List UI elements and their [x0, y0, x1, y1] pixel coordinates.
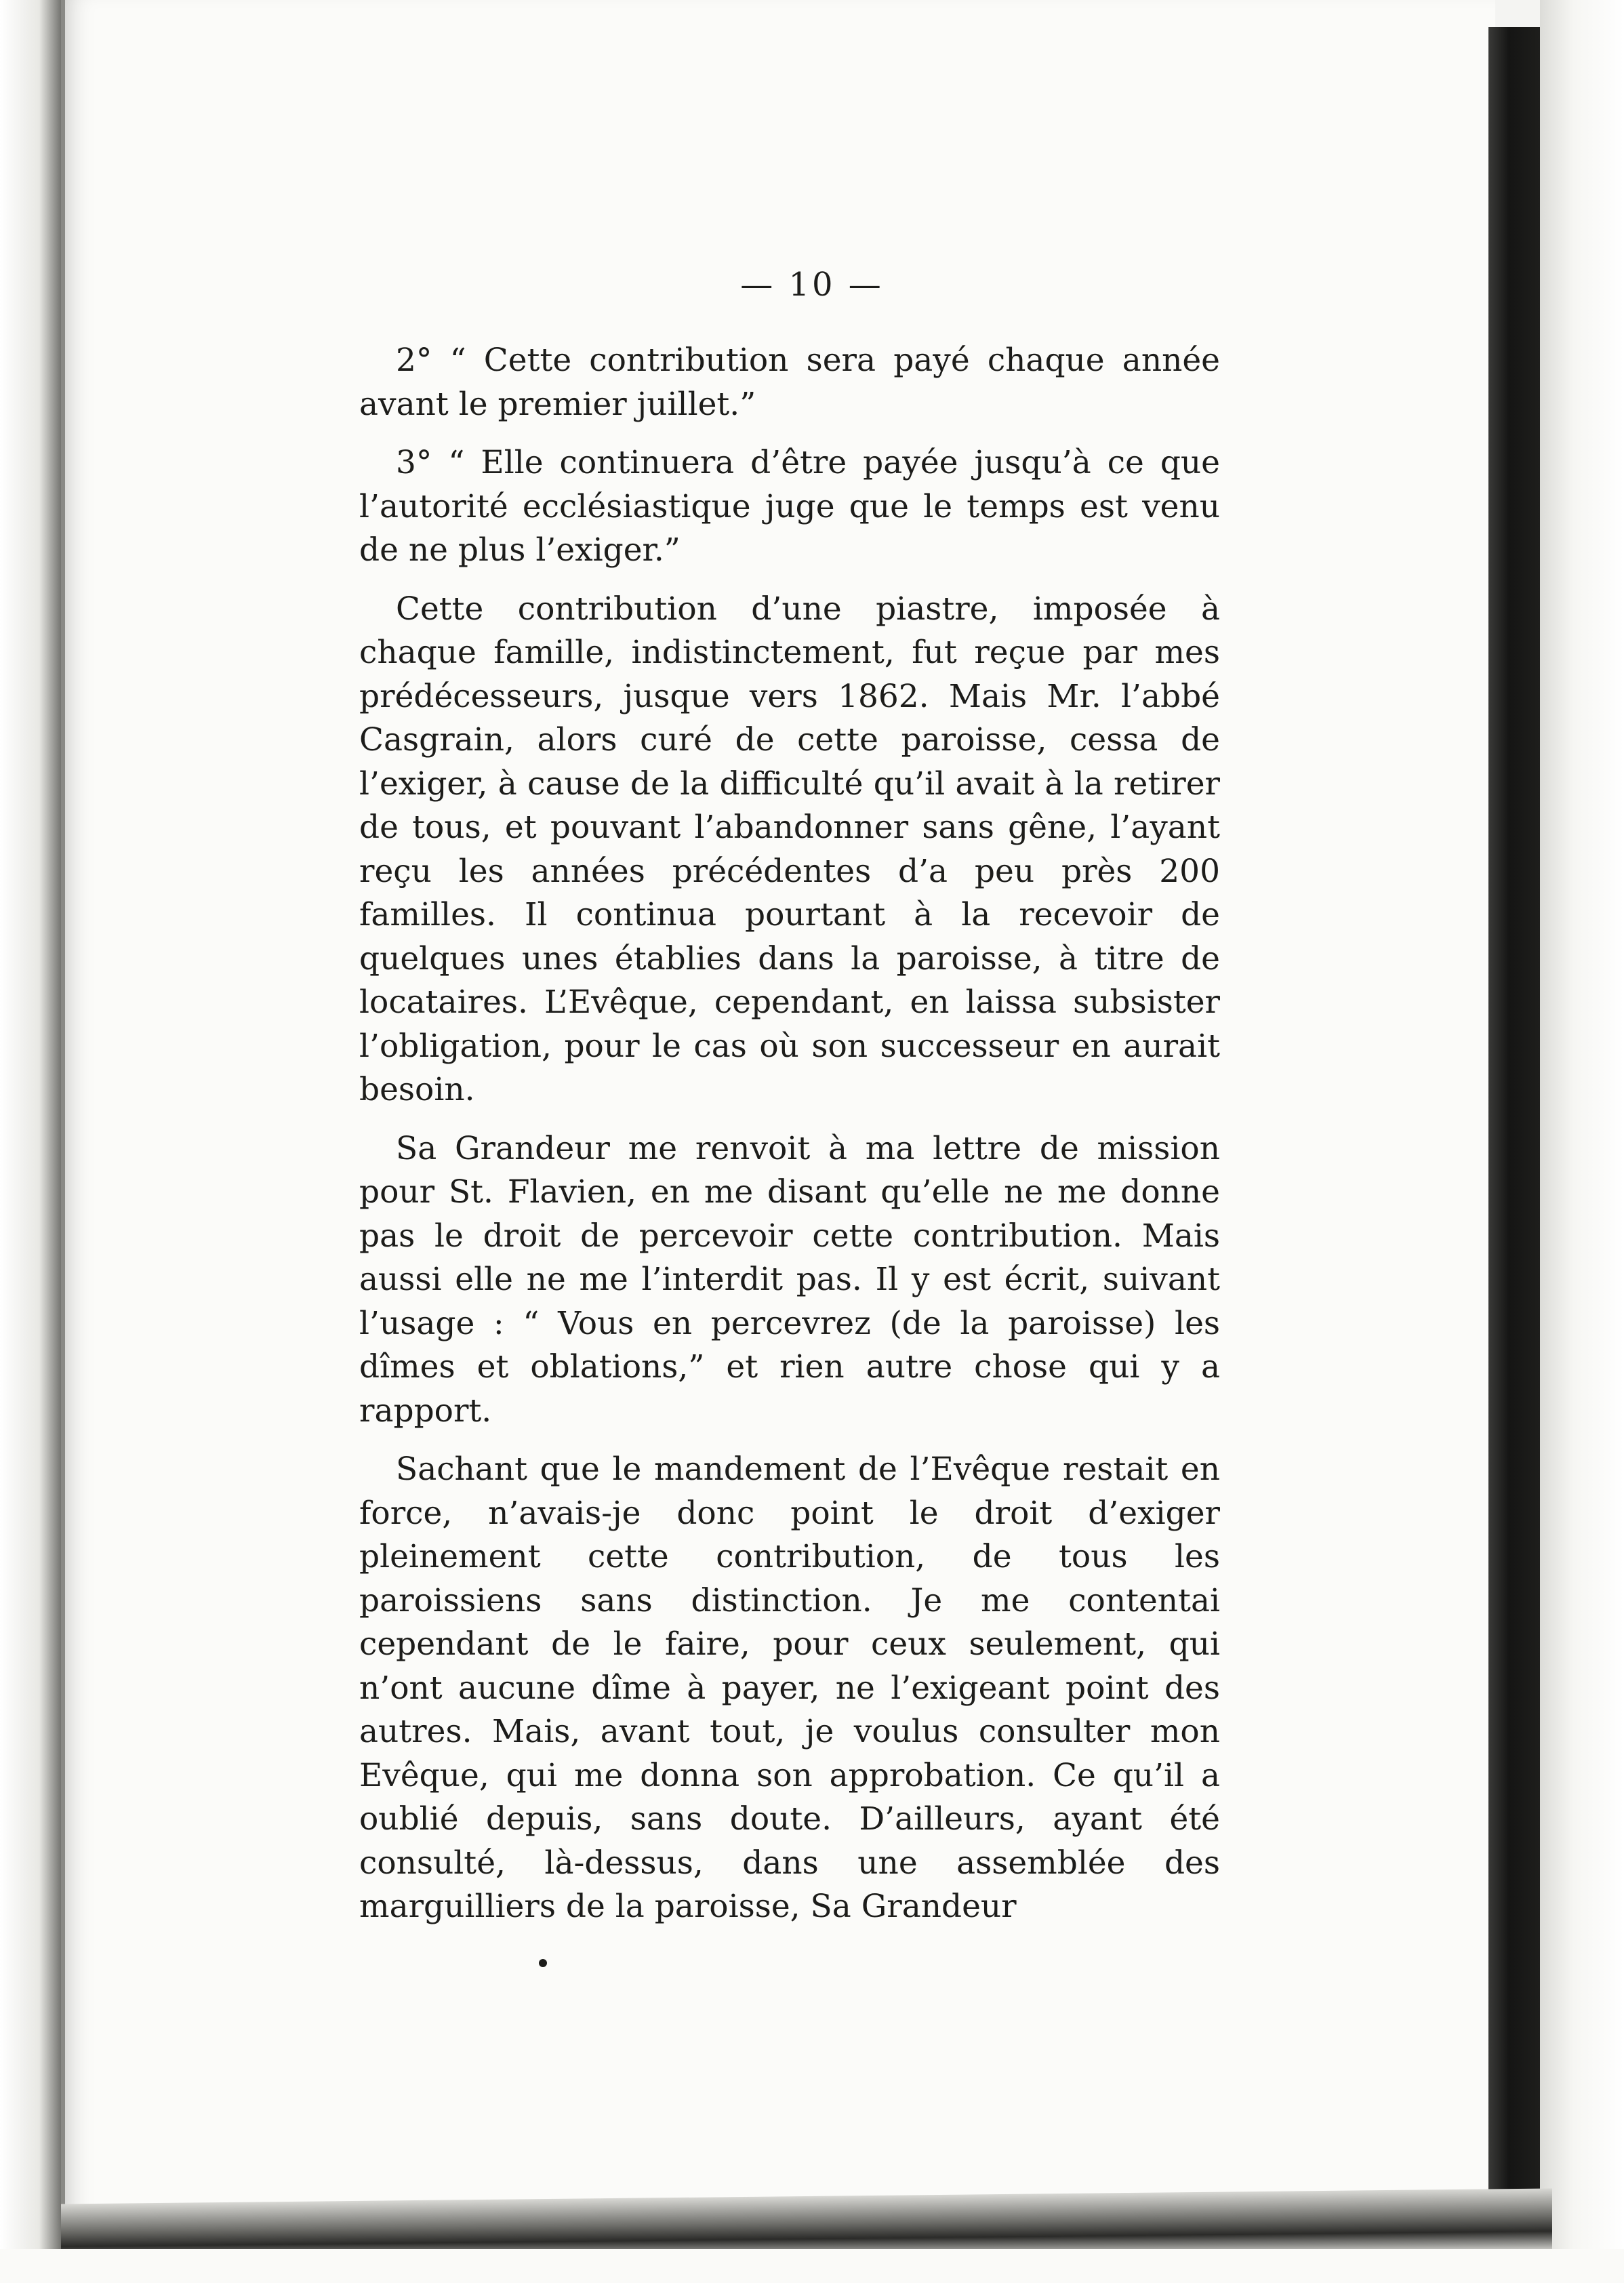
paragraph-item-3: 3° “ Elle continuera d’être payée jusqu’à ce que l’autorité ecclésiastique juge que le temps est venu de ne plus l’exiger.” [359, 444, 1220, 569]
ink-speck [539, 1959, 547, 1967]
paragraph-lettre-de-mission: Sa Grandeur me renvoit à ma lettre de mission pour St. Flavien, en me disant qu’elle ne me donne pas le droit de percevoir cette contribution. Mais aussi elle ne me l’interdit pas. Il y est écrit, suivant l’usage : “ Vous en percevrez (de la paroisse) les dîmes et oblations,” et rien autre chose qui y a rapport. [359, 1129, 1220, 1430]
paragraph-contribution-history: Cette contribution d’une piastre, imposée à chaque famille, indistinctement, fut reçue par mes prédécesseurs, jusque vers 1862. Mais Mr. l’abbé Casgrain, alors curé de cette paroisse, cessa de l’exiger, à cause de la difficulté qu’il avait à la retirer de tous, et pouvant l’abandonner sans gêne, l’ayant reçu les années précédentes d’a peu près 200 familles. Il continua pourtant à la recevoir de quelques unes établies dans la paroisse, à titre de locataires. L’Evêque, cependant, en laissa subsister l’obligation, pour le cas où son successeur en aurait besoin. [359, 590, 1220, 1108]
page-number: — 10 — [740, 266, 884, 304]
paragraph-mandement: Sachant que le mandement de l’Evêque restait en force, n’avais-je donc point le droit d’exiger pleinement cette contribution, de tous les paroissiens sans distinction. Je me contentai cependant de le faire, pour ceux seulement, qui n’ont aucune dîme à payer, ne l’exigeant point des autres. Mais, avant tout, je voulus consulter mon Evêque, qui me donna son approbation. Ce qu’il a oublié depuis, sans doute. D’ailleurs, ayant été consulté, là-dessus, dans une assemblée des marguilliers de la paroisse, Sa Grandeur [359, 1451, 1220, 1925]
facing-page-edge [1540, 0, 1624, 2283]
scan-bottom-margin [0, 2249, 1624, 2283]
paragraph-item-2: 2° “ Cette contribution sera payé chaque année avant le premier juillet.” [359, 342, 1220, 423]
page-left-edge [0, 0, 65, 2283]
book-spine-shadow [1488, 27, 1540, 2230]
body-text [359, 339, 1220, 1944]
